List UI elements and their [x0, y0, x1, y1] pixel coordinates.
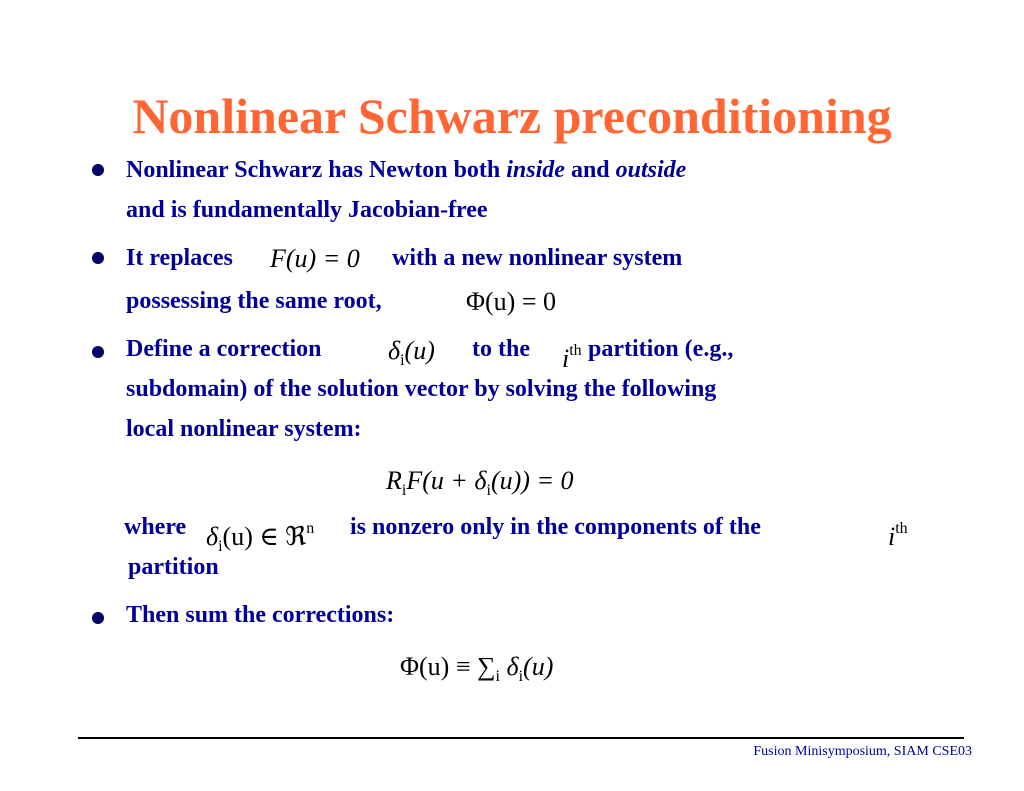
bullet-1-text-a: Nonlinear Schwarz has Newton both [126, 157, 507, 183]
bullet-1-line-2: and is fundamentally Jacobian-free [126, 197, 488, 223]
bullet-1-line-1 [126, 155, 686, 185]
bullet-3-text-a: Define a correction [126, 336, 322, 362]
bullet-3-line-3: local nonlinear system: [126, 416, 362, 442]
bullet-3-line-2: subdomain) of the solution vector by solving the following [126, 376, 717, 402]
bullet-dot-1 [92, 164, 104, 176]
local-nonlinear-system-equation [386, 466, 574, 506]
footer-divider [78, 737, 964, 739]
bullet-2-text-b: with a new nonlinear system [392, 245, 683, 271]
bullet-dot-2 [92, 252, 104, 264]
equation-f-of-u [270, 244, 360, 274]
equation-delta-sub: i [486, 482, 491, 499]
where-label: where [124, 514, 187, 540]
sum-corrections-equation [400, 652, 553, 692]
sum-delta: δ [506, 652, 519, 681]
equation-end: (u)) = 0 [490, 466, 574, 495]
bullet-3-text-b: to the [472, 336, 530, 362]
bullet-1-emphasis-inside: inside [506, 157, 565, 183]
footer-text: Fusion Minisymposium, SIAM CSE03 [753, 744, 972, 759]
where-i-th [888, 514, 908, 552]
i-th-base: i [562, 344, 570, 373]
bullet-3-text-c: partition (e.g., [588, 336, 734, 362]
delta-symbol: δ [388, 336, 401, 365]
equation-phi-of-u [466, 287, 556, 317]
bullet-dot-4 [92, 612, 104, 624]
bullet-dot-3 [92, 346, 104, 358]
slide-title: Nonlinear Schwarz preconditioning [132, 88, 892, 144]
sum-delta-sub: i [518, 668, 524, 685]
equation-mid: F(u + δ [406, 466, 487, 495]
bullet-1-emphasis-outside: outside [615, 157, 687, 183]
bullet-4-line-1: Then sum the corrections: [126, 602, 395, 628]
where-delta: δ [206, 522, 219, 551]
delta-i-of-u [388, 336, 435, 376]
i-th-superscript [562, 336, 582, 374]
where-member-sup: n [306, 520, 315, 537]
where-delta-sub: i [218, 538, 223, 555]
bullet-2-text-a: It replaces [126, 245, 233, 271]
delta-subscript: i [400, 352, 405, 369]
delta-argument: (u) [404, 336, 435, 365]
where-i-sup: th [895, 520, 908, 537]
bullet-2-line-2: possessing the same root, [126, 288, 382, 314]
equation-r-sub: i [401, 482, 407, 499]
where-membership [206, 514, 314, 562]
i-th-sup: th [569, 342, 582, 359]
where-line-2: partition [128, 554, 219, 580]
where-i-base: i [888, 522, 896, 551]
equation-r: R [386, 466, 402, 495]
where-text: is nonzero only in the components of the [350, 514, 761, 540]
sum-lhs: Φ(u) ≡ ∑ [400, 652, 496, 681]
sum-subscript: i [495, 668, 500, 685]
bullet-1-text-b: and [564, 157, 616, 183]
equation-f-of-u-text: F(u) = 0 [270, 244, 360, 273]
equation-phi-of-u-text: Φ(u) = 0 [466, 287, 556, 316]
where-member: (u) ∈ ℜ [222, 522, 307, 551]
sum-rhs: (u) [523, 652, 554, 681]
